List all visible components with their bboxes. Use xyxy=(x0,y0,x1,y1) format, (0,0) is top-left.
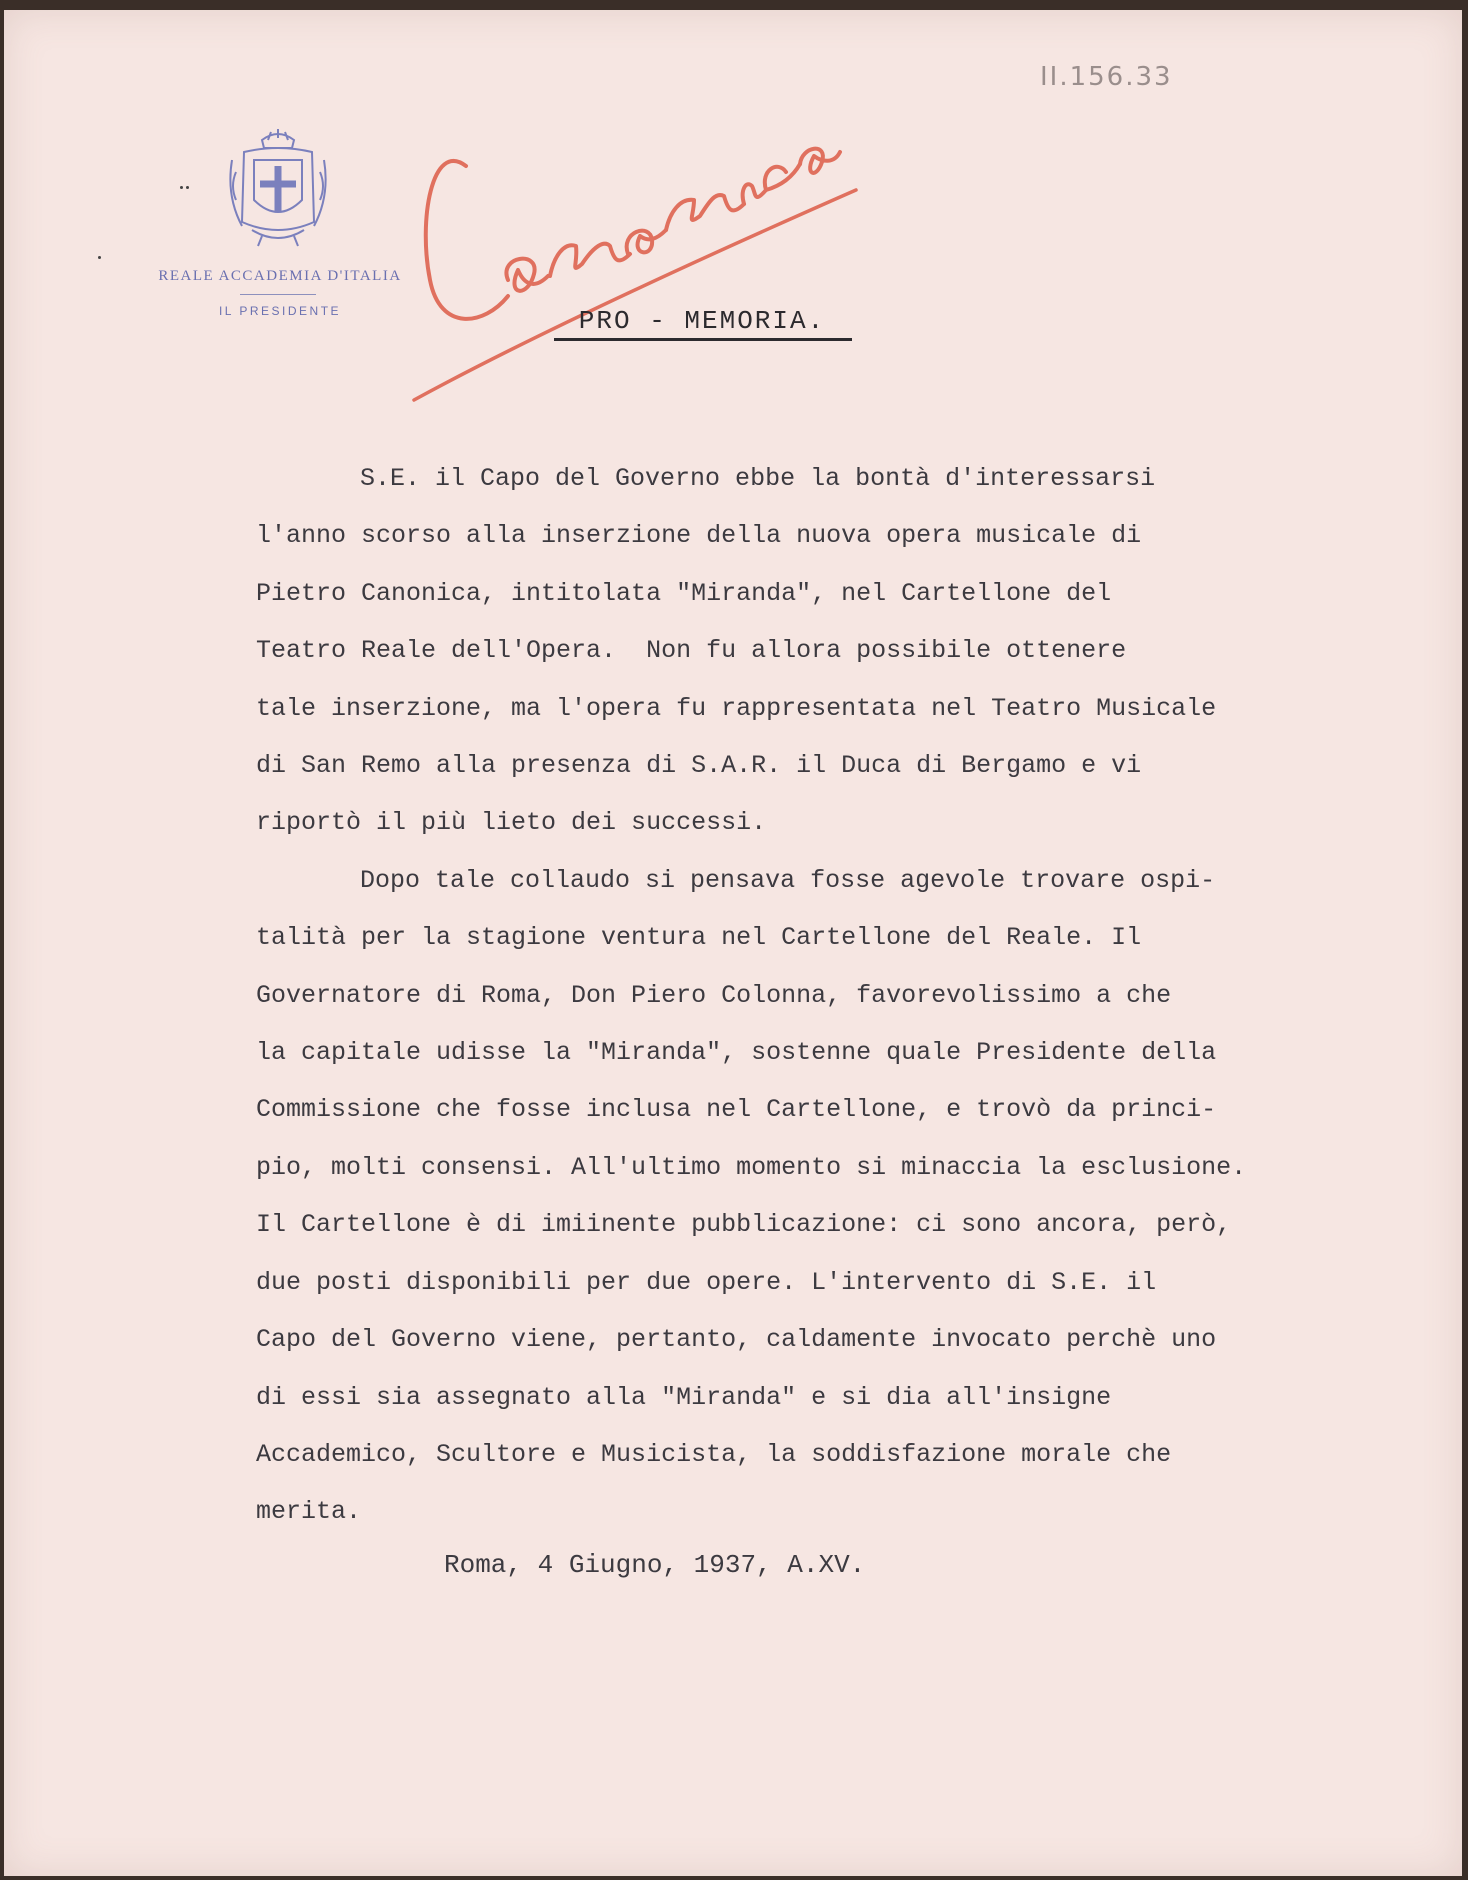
letterhead-divider xyxy=(240,294,316,295)
letterhead-role: IL PRESIDENTE xyxy=(218,304,342,318)
archive-reference: II.156.33 xyxy=(1040,62,1173,92)
text-line: S.E. il Capo del Governo ebbe la bontà d'interessarsi xyxy=(360,464,1156,493)
ink-speck xyxy=(186,186,189,189)
text-line: pio, molti consensi. All'ultimo momento si minaccia la esclusione. xyxy=(256,1152,1247,1182)
text-line: l'anno scorso alla inserzione della nuova opera musicale di xyxy=(256,521,1142,551)
text-line: due posti disponibili per due opere. L'intervento di S.E. il xyxy=(256,1267,1157,1297)
paragraph-1 xyxy=(256,450,1416,852)
text-line: Dopo tale collaudo si pensava fosse agevole trovare ospi- xyxy=(360,865,1216,895)
text-line: Teatro Reale dell'Opera. Non fu allora possibile ottenere xyxy=(256,636,1127,666)
memo-title: PRO - MEMORIA. xyxy=(578,306,826,336)
memo-body xyxy=(256,450,1416,1541)
date-line: Roma, 4 Giugno, 1937, A.XV. xyxy=(444,1550,866,1580)
text-line: di essi sia assegnato alla "Miranda" e si dia all'insigne xyxy=(256,1382,1112,1412)
text-line: la capitale udisse la "Miranda", sostenne quale Presidente della xyxy=(256,1038,1217,1068)
handwritten-signature-canonica xyxy=(404,70,884,420)
ink-speck xyxy=(180,186,183,189)
memo-title-underline xyxy=(554,338,852,341)
text-line: Governatore di Roma, Don Piero Colonna, favorevolissimo a che xyxy=(256,980,1172,1010)
text-line: tale inserzione, ma l'opera fu rappresentata nel Teatro Musicale xyxy=(256,693,1217,723)
text-line: merita. xyxy=(256,1497,362,1527)
text-line: Accademico, Scultore e Musicista, la soddisfazione morale che xyxy=(256,1439,1172,1469)
royal-crest-icon xyxy=(222,126,334,250)
text-line: Capo del Governo viene, pertanto, caldamente invocato perchè uno xyxy=(256,1325,1217,1355)
text-line: Commissione che fosse inclusa nel Cartellone, e trovò da princi- xyxy=(256,1095,1217,1125)
text-line: Pietro Canonica, intitolata "Miranda", nel Cartellone del xyxy=(256,578,1112,608)
text-line: riportò il più lieto dei successi. xyxy=(256,808,767,838)
ink-speck xyxy=(98,256,101,259)
document-page xyxy=(4,10,1462,1876)
paragraph-2 xyxy=(256,852,1416,1541)
text-line: Il Cartellone è di imiinente pubblicazione: ci sono ancora, però, xyxy=(256,1210,1232,1240)
letterhead-institution: REALE ACCADEMIA D'ITALIA xyxy=(158,268,402,284)
text-line: talità per la stagione ventura nel Cartellone del Reale. Il xyxy=(256,923,1142,953)
text-line: di San Remo alla presenza di S.A.R. il Duca di Bergamo e vi xyxy=(256,751,1142,781)
